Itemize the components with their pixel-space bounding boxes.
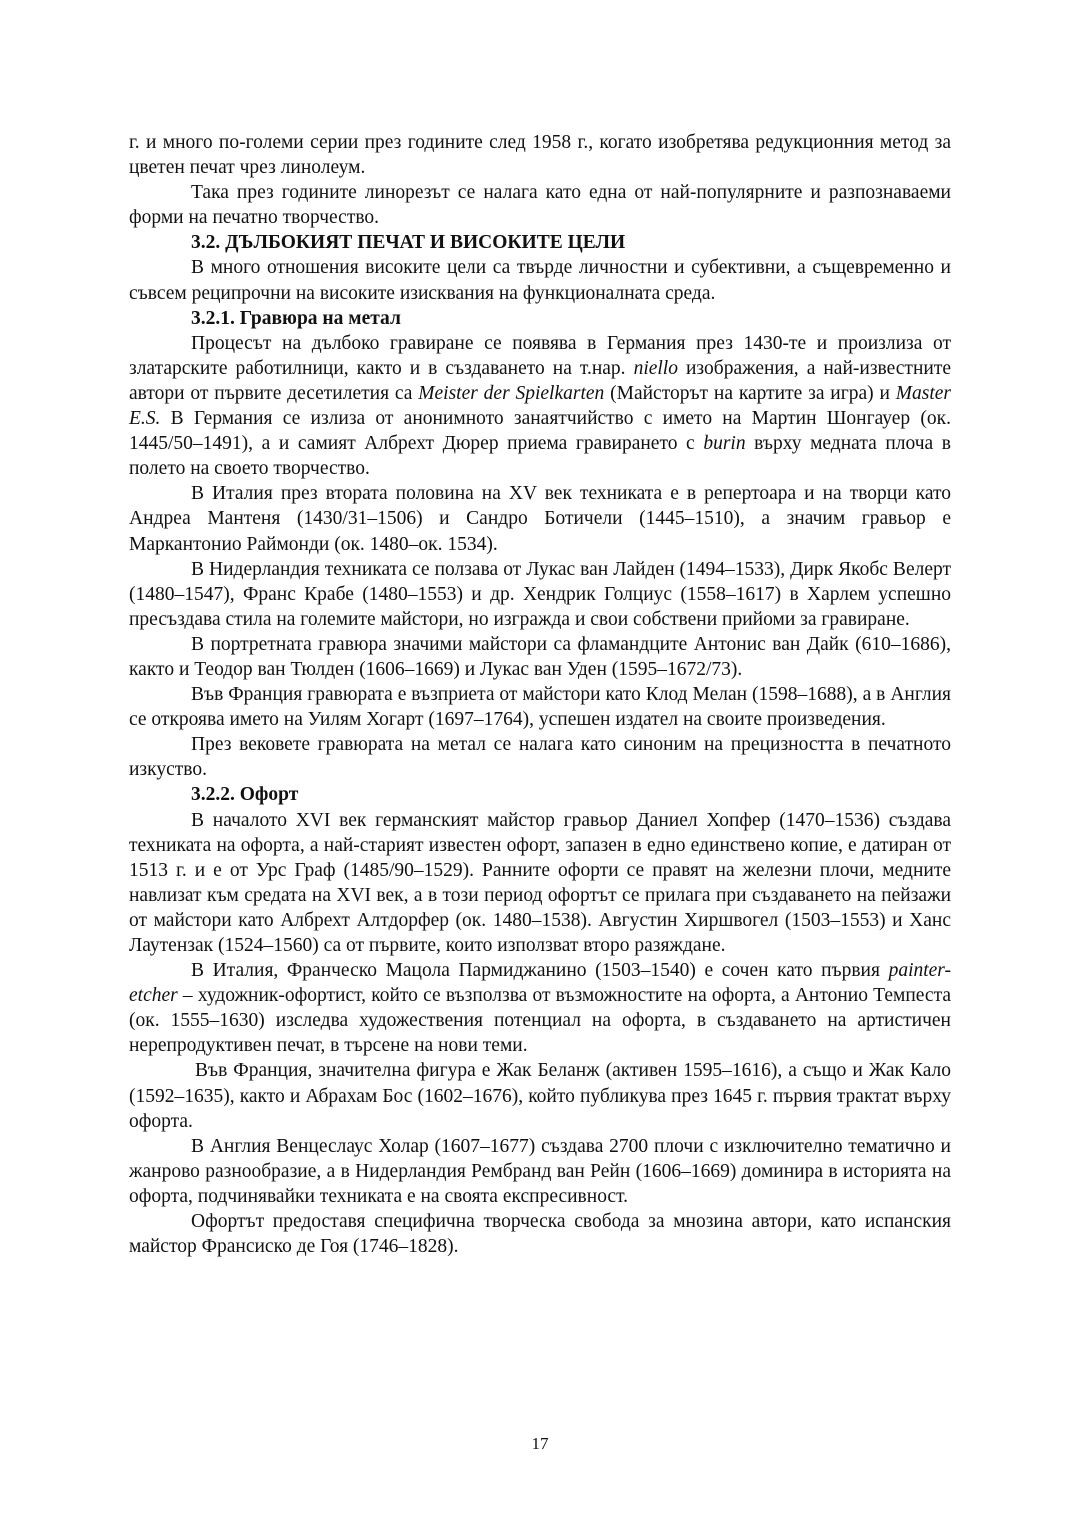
subsection-heading-3-2-2: 3.2.2. Офорт: [191, 784, 299, 806]
paragraph-engraving-italy: В Италия през втората половина на XV век техниката е в репертоара и на творци като Андреа Мантеня (1430/31–1506) и Сандро Ботичели (1445–1510), а значим гравьор е Маркантонио Раймонди (ок. 1480–ок. 1534).: [129, 483, 951, 555]
paragraph-linocut-continuation: г. и много по-големи серии през годините след 1958 г., когато изобретява редукционния метод за цветен печат чрез линолеум.: [129, 132, 951, 179]
page-number: 17: [531, 1434, 549, 1453]
paragraph-etching-france: Във Франция, значителна фигура е Жак Беланж (активен 1595–1616), а също и Жак Кало (1592–1635), както и Абрахам Бос (1602–1676), който публикува през 1645 г. първия трактат върху офорта.: [129, 1060, 951, 1132]
paragraph-etching-italy: В Италия, Франческо Мацола Пармиджанино (1503–1540) е сочен като първия painter-etcher – художник-офортист, който се възползва от възможностите на офорта, а Антонио Темпеста (ок. 1555–1630) изследва художествения потенциал на офорта, в създаването на артистичен нерепродуктивен печат, в търсене на нови теми.: [129, 960, 951, 1057]
paragraph-linocut-summary: Така през годините линорезът се налага като една от най-популярните и разпознаваеми форми на печатно творчество.: [129, 182, 951, 229]
paragraph-etching-england-netherlands: В Англия Венцеслаус Холар (1607–1677) създава 2700 плочи с изключително тематично и жанрово разнообразие, а в Нидерландия Рембранд ван Рейн (1606–1669) доминира в историята на офорта, подчинявайки техниката е на своята експресивност.: [129, 1135, 951, 1207]
paragraph-engraving-summary: През вековете гравюрата на метал се налага като синоним на прецизността в печатното изкуство.: [129, 734, 951, 781]
subsection-heading-3-2-1: 3.2.1. Гравюра на метал: [191, 307, 401, 329]
body-text: [129, 130, 951, 1259]
paragraph-portrait-engraving: В портретната гравюра значими майстори са фламандците Антонис ван Дайк (610–1686), както и Теодор ван Тюлден (1606–1669) и Лукас ван Уден (1595–1672/73).: [129, 633, 951, 680]
paragraph-engraving-france-england: Във Франция гравюрата е възприета от майстори като Клод Мелан (1598–1688), а в Англия се откроява името на Уилям Хогарт (1697–1764), успешен издател на своите произведения.: [129, 684, 951, 731]
paragraph-engraving-netherlands: В Нидерландия техниката се ползава от Лукас ван Лайден (1494–1533), Дирк Якобс Велерт (1480–1547), Франс Крабе (1480–1553) и др. Хендрик Голциус (1558–1617) в Харлем успешно пресъздава стила на големите майстори, но изгражда и свои собствени прийоми за гравиране.: [129, 558, 951, 630]
paragraph-etching-goya: Офортът предоставя специфична творческа свобода за мнозина автори, като испанския майстор Франсиско де Гоя (1746–1828).: [129, 1211, 951, 1258]
paragraph-engraving-germany: Процесът на дълбоко гравиране се появява в Германия през 1430-те и произлиза от златарските работилници, както и в създаването на т.нар. niello изображения, а най-известните автори от първите десетилетия са Meister der Spielkarten (Майсторът на картите за игра) и Master E.S. В Германия се излиза от анонимното занаятчийство с името на Мартин Шонгауер (ок. 1445/50–1491), а и самият Албрехт Дюрер приема гравирането с burin върху медната плоча в полето на своето творчество.: [129, 332, 951, 480]
paragraph-etching-origins: В началото XVI век германският майстор гравьор Даниел Хопфер (1470–1536) създава техниката на офорта, а най-старият известен офорт, запазен в едно единствено копие, е датиран от 1513 г. и е от Урс Граф (1485/90–1529). Ранните офорти се правят на железни плочи, медните навлизат към средата на XVI век, а в този период офортът се прилага при създаването на пейзажи от майстори като Албрехт Алтдорфер (ок. 1480–1538). Августин Хиршвогел (1503–1553) и Ханс Лаутензак (1524–1560) са от първите, които използват второ разяждане.: [129, 809, 951, 956]
section-heading-3-2: 3.2. ДЪЛБОКИЯТ ПЕЧАТ И ВИСОКИТЕ ЦЕЛИ: [191, 232, 626, 254]
paragraph-high-goals: В много отношения високите цели са твърде личностни и субективни, а същевременно и съвсем реципрочни на високите изисквания на функционалната среда.: [129, 257, 951, 304]
